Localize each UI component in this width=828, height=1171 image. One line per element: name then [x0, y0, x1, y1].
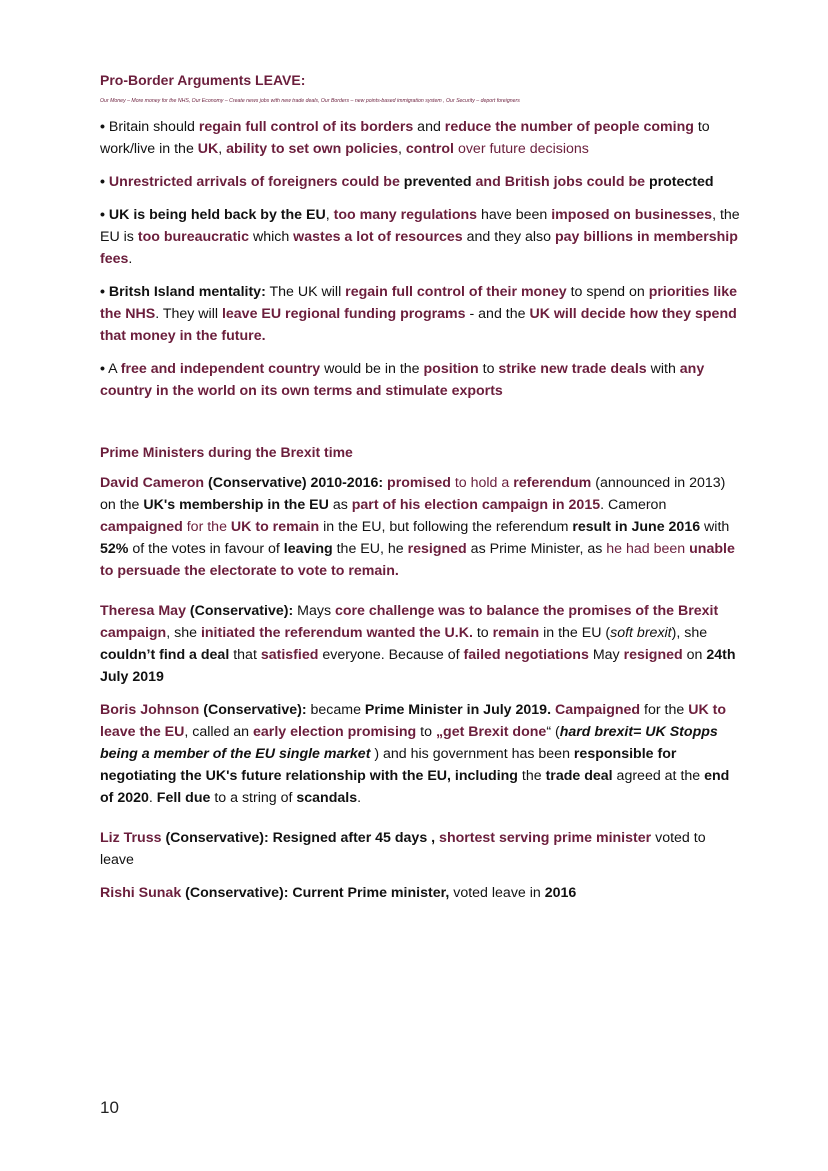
pm-may: Theresa May (Conservative): Mays core challenge was to balance the promises of the Brexit campaign, she initiated the referendum wanted the U.K. to remain in the EU (soft brexit), she couldn’t find a deal that satisfied everyone. Because of failed negotiations May resigned on 24th July 2019	[100, 603, 736, 685]
document-page	[100, 72, 740, 915]
leave-bullet-borders: • Britain should regain full control of its borders and reduce the number of people coming to work/live in the UK, ability to set own policies, control over future decisions	[100, 119, 710, 157]
pm-johnson: Boris Johnson (Conservative): became Prime Minister in July 2019. Campaigned for the UK to leave the EU, called an early election promising to „get Brexit done“ (hard brexit= UK Stopps being a member of the EU single market ) and his government has been responsible for negotiating the UK's future relationship with the EU, including the trade deal agreed at the end of 2020. Fell due to a string of scandals.	[100, 702, 730, 806]
leave-bullet-jobs: • Unrestricted arrivals of foreigners could be prevented and British jobs could be protected	[100, 174, 714, 190]
leave-bullet-money: • Britsh Island mentality: The UK will regain full control of their money to spend on priorities like the NHS. They will leave EU regional funding programs - and the UK will decide how they spend that money in the future.	[100, 284, 738, 344]
leave-tagline: Our Money – More money for the NHS, Our Economy – Create news jobs with new trade deals, Our Borders – new points-based immigration system , Our Security – deport foreigners	[100, 98, 520, 104]
leave-bullet-trade: • A free and independent country would be in the position to strike new trade deals with any country in the world on its own terms and stimulate exports	[100, 361, 705, 399]
page-number: 10	[100, 1098, 119, 1117]
pm-truss: Liz Truss (Conservative): Resigned after 45 days , shortest serving prime minister voted to leave	[100, 830, 706, 868]
pm-cameron: David Cameron (Conservative) 2010-2016: promised to hold a referendum (announced in 2013) on the UK's membership in the EU as part of his election campaign in 2015. Cameron campaigned for the UK to remain in the EU, but following the referendum result in June 2016 with 52% of the votes in favour of leaving the EU, he resigned as Prime Minister, as he had been unable to persuade the electorate to vote to remain.	[100, 475, 735, 579]
leave-bullet-regulations: • UK is being held back by the EU, too many regulations have been imposed on businesses, the EU is too bureaucratic which wastes a lot of resources and they also pay billions in membership fees.	[100, 207, 740, 267]
prime-ministers-section	[100, 444, 740, 904]
prime-ministers-heading: Prime Ministers during the Brexit time	[100, 444, 353, 460]
pm-sunak: Rishi Sunak (Conservative): Current Prime minister, voted leave in 2016	[100, 885, 577, 901]
leave-heading: Pro-Border Arguments LEAVE:	[100, 72, 306, 88]
